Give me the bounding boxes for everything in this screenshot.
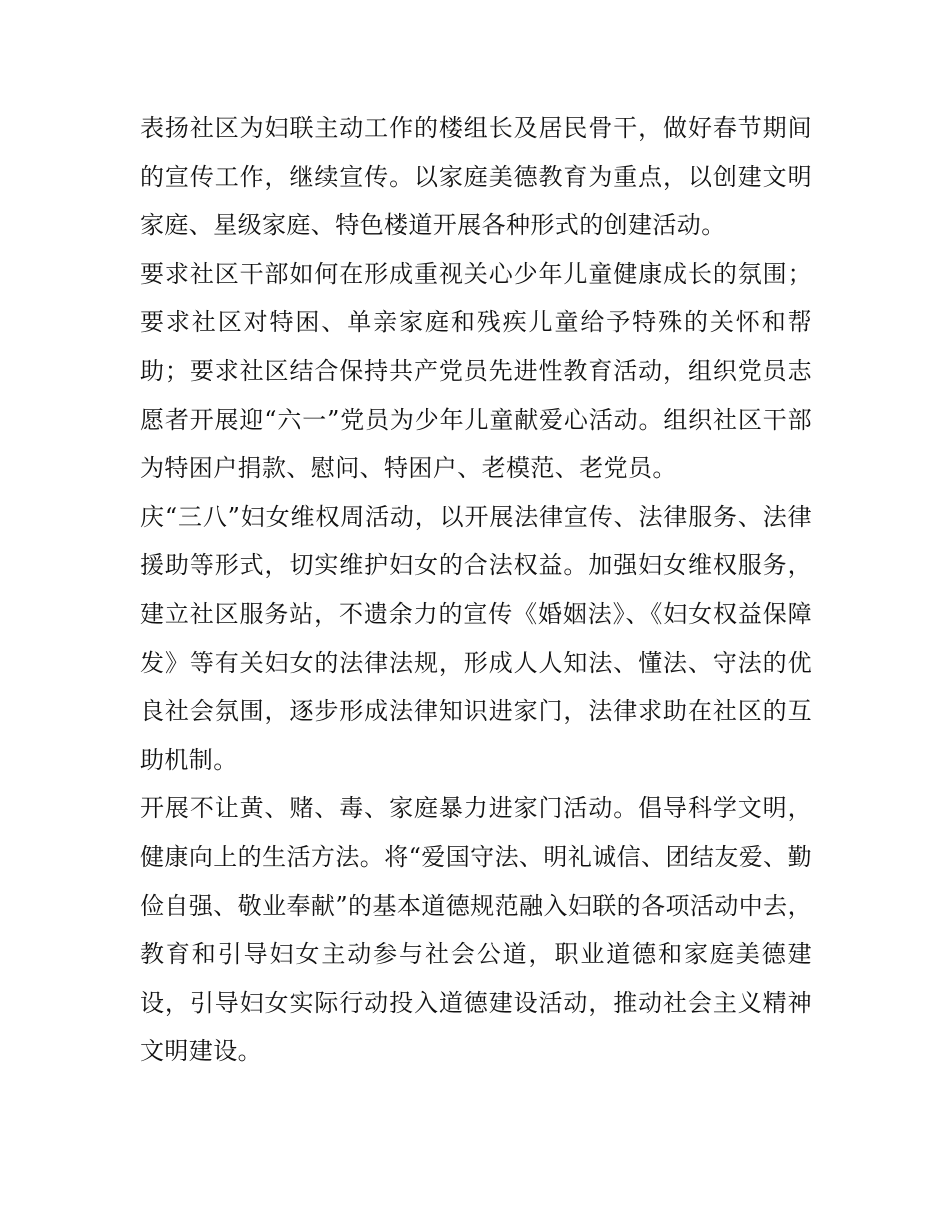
paragraph-children-care: 要求社区干部如何在形成重视关心少年儿童健康成长的氛围；要求社区对特困、单亲家庭和残疾儿童给予特殊的关怀和帮助；要求社区结合保持共产党员先进性教育活动，组织党员志愿者开展迎“六一”党员为少年儿童献爱心活动。组织社区干部为特困户捐款、慰问、特困户、老模范、老党员。	[140, 259, 812, 483]
paragraph-womens-rights: 庆“三八”妇女维权周活动，以开展法律宣传、法律服务、法律援助等形式，切实维护妇女的合法权益。加强妇女维权服务，建立社区服务站，不遗余力的宣传《婚姻法》、《妇女权益保障发》等有关妇女的法律法规，形成人人知法、懂法、守法的优良社会氛围，逐步形成法律知识进家门，法律求助在社区的互助机制。	[140, 502, 812, 774]
paragraph-commendation: 表扬社区为妇联主动工作的楼组长及居民骨干，做好春节期间的宣传工作，继续宣传。以家庭美德教育为重点，以创建文明家庭、星级家庭、特色楼道开展各种形式的创建活动。	[140, 114, 812, 240]
document-body	[140, 104, 812, 1076]
paragraph-moral-construction: 开展不让黄、赌、毒、家庭暴力进家门活动。倡导科学文明，健康向上的生活方法。将“爱国守法、明礼诚信、团结友爱、勤俭自强、敬业奉献”的基本道德规范融入妇联的各项活动中去，教育和引导妇女主动参与社会公道，职业道德和家庭美德建设，引导妇女实际行动投入道德建设活动，推动社会主义精神文明建设。	[140, 794, 812, 1066]
